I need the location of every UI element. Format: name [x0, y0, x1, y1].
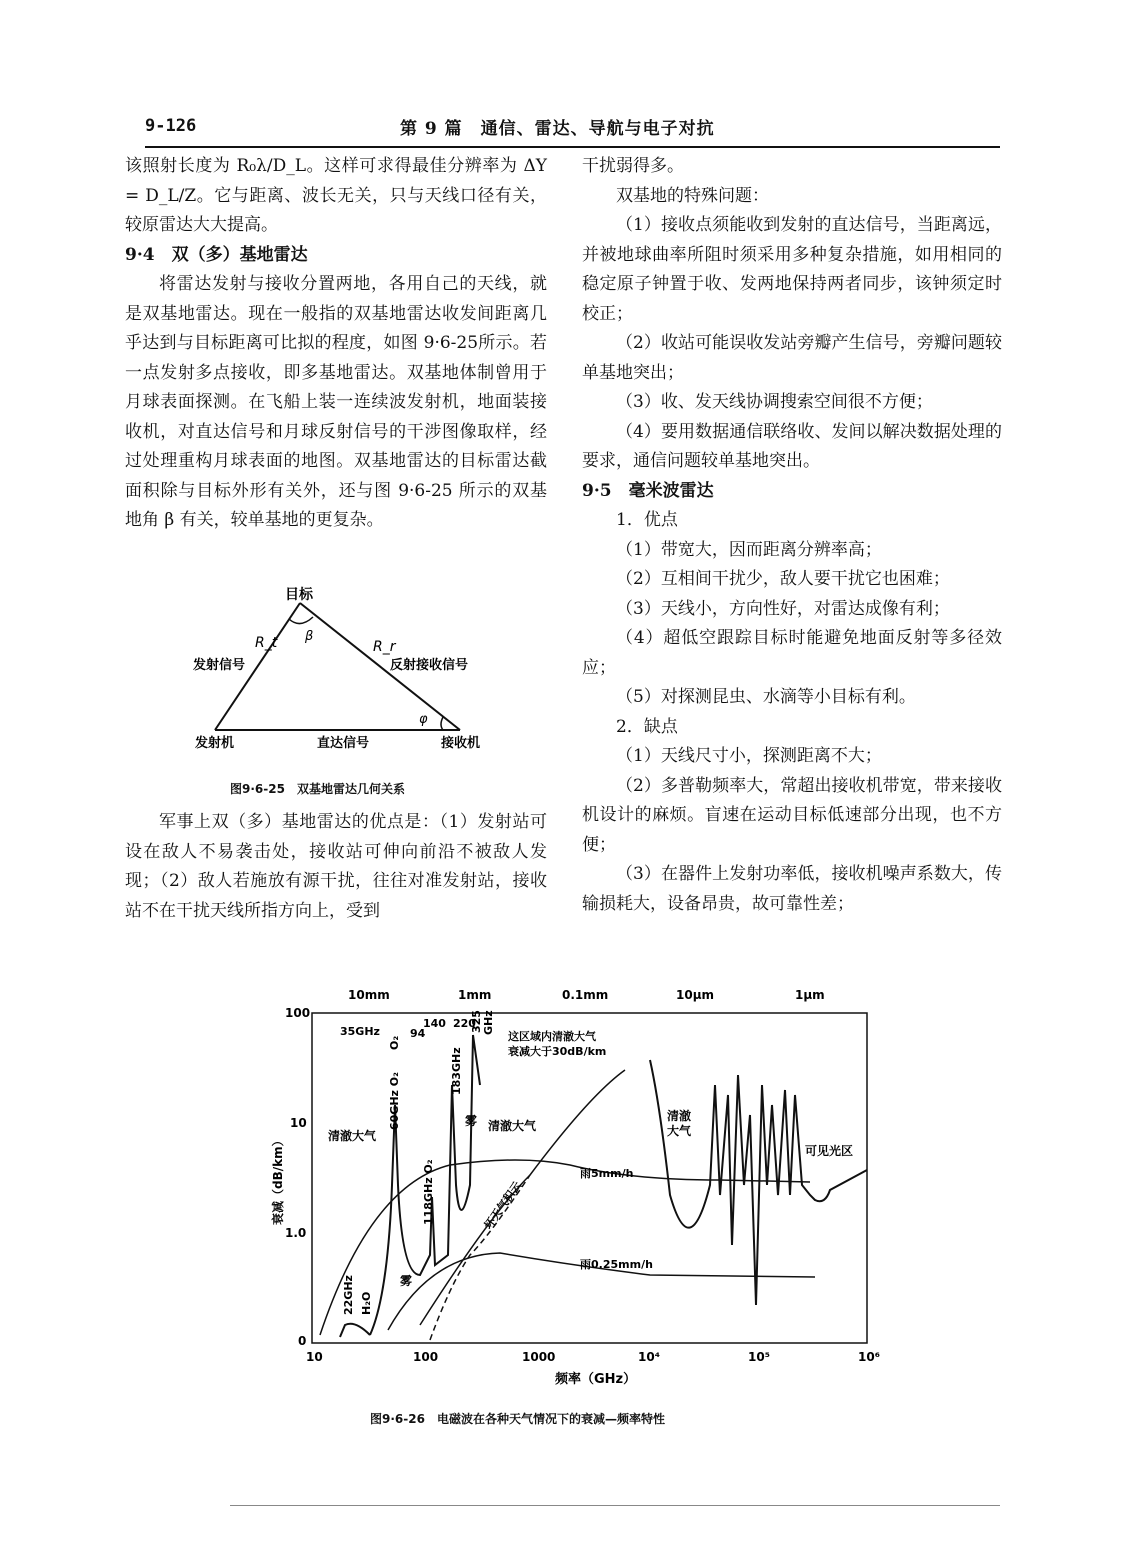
x-tick-label: 10⁶ [858, 1350, 880, 1364]
annotation: 35GHz [340, 1025, 380, 1038]
annotation: 可见光区 [805, 1144, 854, 1158]
bottom-rule [230, 1505, 1000, 1506]
label-phi: φ [419, 712, 428, 727]
list-item: （1）带宽大，因而距离分辨率高； [616, 539, 882, 560]
annotation: 325 [470, 1010, 483, 1033]
annotation: 这区域内清澈大气 [508, 1030, 596, 1043]
list-item: （3）在器件上发射功率低，接收机噪声系数大，传输损耗大，设备昂贵，故可靠性差； [582, 864, 1002, 914]
annotation: O₂ [388, 1035, 401, 1050]
bistatic-geometry-figure [185, 585, 505, 760]
annotation: 183GHz [450, 1047, 463, 1095]
annotation: 清澈 [667, 1109, 692, 1123]
page-header [145, 112, 1000, 142]
label-target: 目标 [285, 587, 313, 603]
annotation: 雨0.25mm/h [580, 1258, 653, 1271]
paragraph: 该照射长度为 R₀λ/D_L。这样可求得最佳分辨率为 ΔY = D_L/Z。它与距离、波长无关，只与天线口径有关，较原雷达大大提高。 [125, 156, 547, 235]
top-axis-label: 1μm [795, 988, 825, 1002]
x-tick-label: 1000 [522, 1350, 556, 1364]
phi-arc [441, 717, 443, 730]
annotation: 清澈大气 [488, 1119, 537, 1133]
label-rr: R_r [373, 639, 396, 655]
top-axis-label: 10mm [348, 988, 390, 1002]
list-item: （2）多普勒频率大，常超出接收机带宽，带来接收机设计的麻烦。盲速在运动目标低速部分出现，也不方便； [582, 775, 1002, 855]
y-tick-label: 1.0 [285, 1226, 307, 1240]
label-rt: R_t [255, 635, 278, 651]
label-direct-signal: 直达信号 [317, 736, 370, 751]
y-tick-label: 0 [298, 1334, 307, 1348]
figure-caption: 图9·6-26 电磁波在各种天气情况下的衰减—频率特性 [370, 1412, 665, 1426]
list-item: （2）互相间干扰少，敌人要干扰它也困难； [616, 569, 950, 589]
y-tick-label: 10 [290, 1116, 307, 1130]
paragraph: 双基地的特殊问题： [616, 185, 769, 206]
annotation: H₂O [360, 1291, 373, 1315]
label-tx-signal: 发射信号 [193, 658, 246, 673]
annotation: 220 [453, 1017, 476, 1030]
clear-air-ir-curve [650, 1060, 867, 1305]
right-column [582, 152, 1002, 919]
annotation: 大气 [667, 1124, 692, 1138]
label-beta: β [305, 629, 314, 644]
beta-arc [289, 617, 313, 624]
list-item: （1）天线尺寸小，探测距离不大； [616, 746, 882, 766]
annotation: 60GHz O₂ [388, 1072, 401, 1130]
y-tick-label: 100 [285, 1006, 311, 1020]
sub-heading: 2．缺点 [616, 716, 678, 737]
sub-heading: 1．优点 [616, 510, 678, 530]
section-heading: 9·5 毫米波雷达 [582, 480, 714, 501]
list-item: （1）接收点须能收到发射的直达信号，当距离远，并被地球曲率所阻时须采用多种复杂措施，如用相同的稳定原子钟置于收、发两地保持两者同步，该钟须定时校正； [582, 215, 1002, 324]
x-tick-label: 100 [413, 1350, 439, 1364]
list-item: （3）天线小，方向性好，对雷达成像有利； [616, 598, 950, 619]
list-item: （5）对探测昆虫、水滴等小目标有利。 [616, 687, 916, 707]
annotation: 22GHz [342, 1275, 355, 1315]
label-receiver: 接收机 [441, 736, 481, 751]
annotation: 雨5mm/h [580, 1167, 634, 1180]
list-item: （4）超低空跟踪目标时能避免地面反射等多径效应； [582, 628, 1002, 678]
left-column [125, 152, 547, 536]
top-axis-label: 1mm [458, 988, 492, 1002]
x-tick-label: 10 [306, 1350, 323, 1364]
label-transmitter: 发射机 [195, 736, 235, 751]
annotation: GHz [482, 1010, 495, 1035]
list-item: （4）要用数据通信联络收、发间以解决数据处理的要求，通信问题较单基地突出。 [582, 421, 1002, 471]
annotation: 118GHz O₂ [422, 1159, 435, 1225]
page-number: 9-126 [145, 116, 197, 136]
clear-air-curve [340, 1324, 370, 1337]
header-rule [145, 146, 1000, 148]
section-heading: 9·4 双（多）基地雷达 [125, 244, 308, 265]
paragraph: 干扰弱得多。 [582, 156, 684, 176]
label-rx-signal: 反射接收信号 [390, 658, 469, 673]
left-column-continued [125, 808, 547, 926]
figure-caption: 图9·6-25 双基地雷达几何关系 [230, 782, 405, 796]
rain-5mm-curve [320, 1160, 810, 1335]
paragraph: 将雷达发射与接收分置两地，各用自己的天线，就是双基地雷达。现在一般指的双基地雷达收发间距离几乎达到与目标距离可比拟的程度，如图 9·6-25所示。若一点发射多点接收，即多基地雷达。双基地体制曾用于月球表面探测。在飞船上装一连续波发射机，地面装接收机，对直达信号和月球反射信号的干涉图像取样，经过处理重构月球表面的地图。双基地雷达的目标雷达截面积除与目标外形有关外，还与图 9·6-25 所示的双基地角 β 有关，较单基地的更复杂。 [125, 274, 547, 530]
header-title: 第 9 篇 通信、雷达、导航与电子对抗 [400, 119, 715, 139]
x-tick-label: 10⁵ [748, 1350, 770, 1364]
top-axis-label: 10μm [676, 988, 715, 1002]
x-tick-label: 10⁴ [638, 1350, 660, 1364]
top-axis-label: 0.1mm [562, 988, 609, 1002]
x-axis-label: 频率（GHz） [555, 1372, 637, 1387]
annotation: 雾 [400, 1274, 413, 1288]
annotation: 雾 [465, 1114, 478, 1128]
list-item: （2）收站可能误收发站旁瓣产生信号，旁瓣问题较单基地突出； [582, 333, 1002, 383]
annotation: 清澈大气 [328, 1129, 377, 1143]
annotation: 94 [410, 1027, 426, 1040]
attenuation-frequency-chart [270, 985, 890, 1395]
annotation: 140 [423, 1017, 446, 1030]
annotation: 坏天气积云 [481, 1179, 525, 1232]
annotation: 衰减大于30dB/km [508, 1045, 607, 1058]
paragraph: 军事上双（多）基地雷达的优点是：（1）发射站可设在敌人不易袭击处，接收站可伸向前沿不被敌人发现；（2）敌人若施放有源干扰，往往对准发射站，接收站不在干扰天线所指方向上，受到 [125, 812, 547, 921]
list-item: （3）收、发天线协调搜索空间很不方便； [616, 392, 933, 412]
y-axis-label: 衰减（dB/km） [271, 1134, 285, 1225]
